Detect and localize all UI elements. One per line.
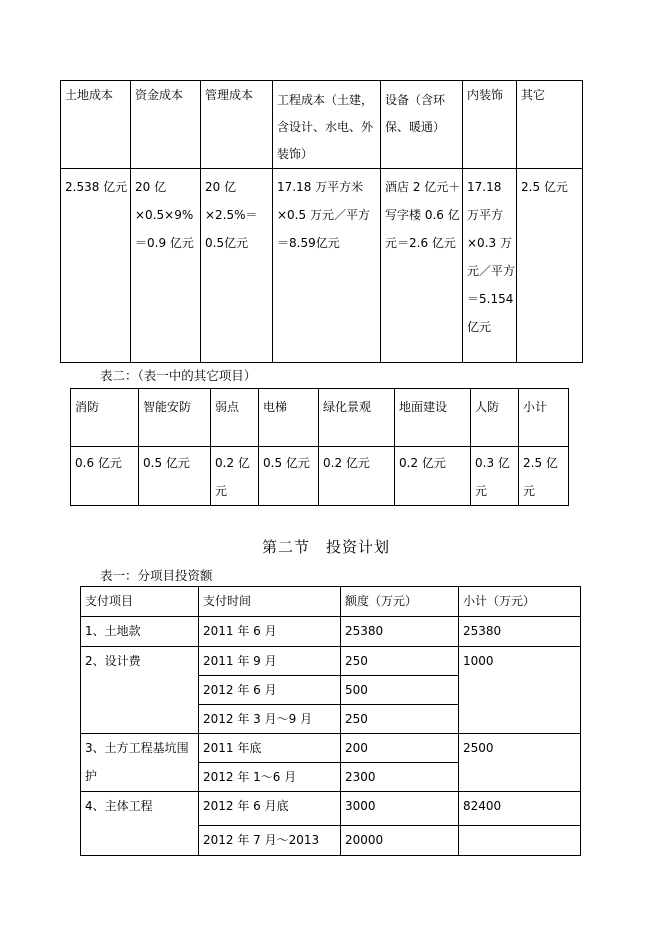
t3-item-subtotal: 82400 — [459, 792, 581, 826]
t3-item-subtotal: 2500 — [459, 734, 581, 792]
t3-payment-amount: 250 — [341, 647, 459, 676]
t2-value-fire: 0.6 亿元 — [71, 447, 139, 506]
table-row — [81, 792, 581, 826]
t2-header-elevator: 电梯 — [259, 389, 319, 447]
t3-item-name: 4、主体工程 — [81, 792, 199, 856]
t3-payment-time: 2012 年 1～6 月 — [199, 763, 341, 792]
t2-header-fire: 消防 — [71, 389, 139, 447]
header-other: 其它 — [517, 81, 583, 169]
t3-item-name: 1、土地款 — [81, 617, 199, 647]
t3-header-subtotal: 小计（万元） — [459, 587, 581, 617]
t3-payment-amount: 3000 — [341, 792, 459, 826]
t2-value-landscape: 0.2 亿元 — [319, 447, 395, 506]
t3-payment-amount: 500 — [341, 676, 459, 705]
t3-payment-time: 2011 年 9 月 — [199, 647, 341, 676]
t2-header-landscape: 绿化景观 — [319, 389, 395, 447]
table-row — [81, 617, 581, 647]
t3-payment-time: 2012 年 6 月 — [199, 676, 341, 705]
t2-header-civil-defense: 人防 — [471, 389, 519, 447]
cost-table-header-row — [61, 81, 583, 169]
table-row — [81, 647, 581, 676]
other-items-table — [70, 388, 569, 506]
value-management-cost: 20 亿×2.5%＝0.5亿元 — [201, 169, 273, 363]
t2-header-security: 智能安防 — [139, 389, 211, 447]
t2-header-subtotal: 小计 — [519, 389, 569, 447]
t2-value-subtotal: 2.5 亿元 — [519, 447, 569, 506]
t2-value-elevator: 0.5 亿元 — [259, 447, 319, 506]
value-equipment: 酒店 2 亿元＋写字楼 0.6 亿元＝2.6 亿元 — [381, 169, 463, 363]
t3-item-subtotal: 1000 — [459, 647, 581, 734]
t3-payment-amount: 25380 — [341, 617, 459, 647]
t3-payment-time: 2011 年 6 月 — [199, 617, 341, 647]
t3-header-row — [81, 587, 581, 617]
header-land-cost: 土地成本 — [61, 81, 131, 169]
section-title: 第二节 投资计划 — [262, 538, 391, 556]
t2-value-ground: 0.2 亿元 — [395, 447, 471, 506]
value-interior: 17.18 万平方×0.3 万元／平方＝5.154亿元 — [463, 169, 517, 363]
cost-table-value-row — [61, 169, 583, 363]
table3-caption: 表一：分项目投资额 — [100, 568, 213, 583]
t3-payment-amount: 200 — [341, 734, 459, 763]
t3-item-name: 3、土方工程基坑围护 — [81, 734, 199, 792]
t2-header-weak-current: 弱点 — [211, 389, 259, 447]
table2-value-row — [71, 447, 569, 506]
header-interior: 内装饰 — [463, 81, 517, 169]
header-equipment: 设备（含环保、暖通） — [381, 81, 463, 169]
header-capital-cost: 资金成本 — [131, 81, 201, 169]
t3-payment-time: 2012 年 3 月～9 月 — [199, 705, 341, 734]
value-land-cost: 2.538 亿元 — [61, 169, 131, 363]
value-capital-cost: 20 亿×0.5×9%＝0.9 亿元 — [131, 169, 201, 363]
cost-table — [60, 80, 583, 363]
t3-payment-amount: 20000 — [341, 826, 459, 856]
t3-empty-cell — [459, 826, 581, 856]
t3-item-subtotal: 25380 — [459, 617, 581, 647]
t3-payment-time: 2012 年 6 月底 — [199, 792, 341, 826]
t2-value-weak-current: 0.2 亿元 — [211, 447, 259, 506]
value-other: 2.5 亿元 — [517, 169, 583, 363]
t3-header-item: 支付项目 — [81, 587, 199, 617]
t2-value-civil-defense: 0.3 亿元 — [471, 447, 519, 506]
t3-item-name: 2、设计费 — [81, 647, 199, 734]
table2-header-row — [71, 389, 569, 447]
investment-table — [80, 586, 581, 856]
header-management-cost: 管理成本 — [201, 81, 273, 169]
value-engineering-cost: 17.18 万平方米×0.5 万元／平方＝8.59亿元 — [273, 169, 381, 363]
t3-payment-amount: 2300 — [341, 763, 459, 792]
t3-payment-time: 2012 年 7 月～2013 — [199, 826, 341, 856]
t3-payment-amount: 250 — [341, 705, 459, 734]
header-engineering-cost: 工程成本（土建，含设计、水电、外装饰） — [273, 81, 381, 169]
t3-header-amount: 额度（万元） — [341, 587, 459, 617]
t2-header-ground: 地面建设 — [395, 389, 471, 447]
t3-header-time: 支付时间 — [199, 587, 341, 617]
table2-caption: 表二：（表一中的其它项目） — [100, 368, 257, 383]
table-row — [81, 734, 581, 763]
t3-payment-time: 2011 年底 — [199, 734, 341, 763]
t2-value-security: 0.5 亿元 — [139, 447, 211, 506]
